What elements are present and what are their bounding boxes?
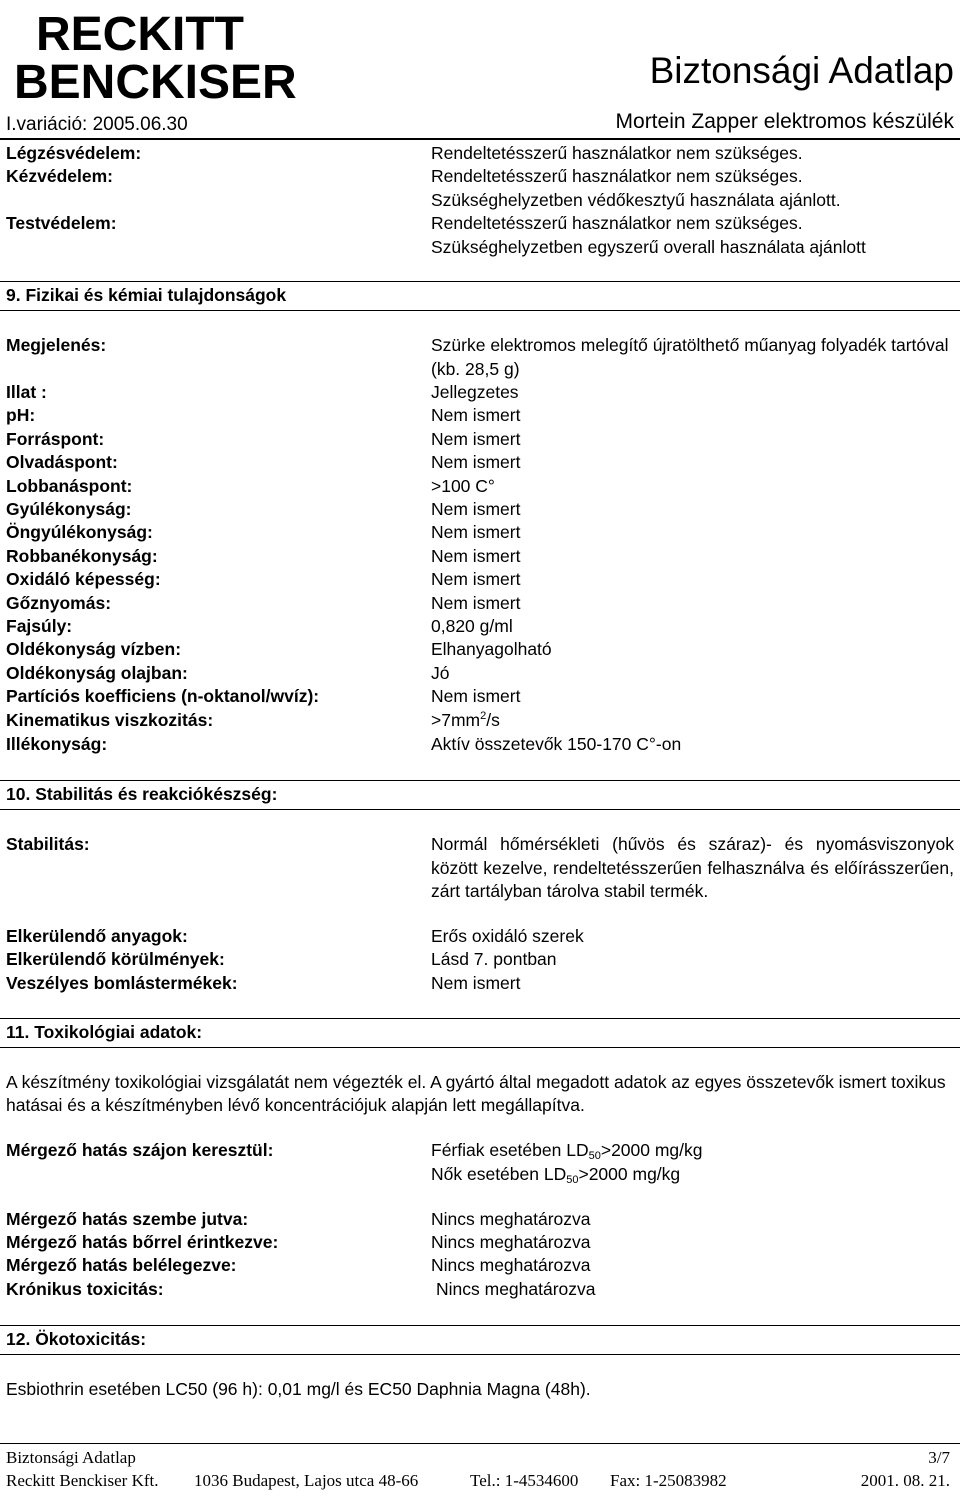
ecotoxicity-text: Esbiothrin esetében LC50 (96 h): 0,01 mg/l és EC50 Daphnia Magna (48h). — [6, 1379, 591, 1399]
svg-text:BENCKISER: BENCKISER — [14, 56, 297, 104]
property-value: Nem ismert — [431, 686, 521, 707]
footer-divider — [0, 1443, 960, 1444]
property-value: >100 C° — [431, 475, 495, 496]
property-label: Öngyúlékonyság: — [6, 522, 153, 543]
property-value: Nem ismert — [431, 499, 521, 519]
version-label: I.variáció: 2005.06.30 — [6, 114, 188, 135]
property-value: Nem ismert — [431, 428, 521, 449]
property-value: Nem ismert — [431, 452, 521, 473]
property-label: Lobbanáspont: — [6, 475, 133, 496]
property-label: Illat : — [6, 382, 47, 402]
property-value: Elhanyagolható — [431, 639, 552, 660]
footer-doc-title: Biztonsági Adatlap — [6, 1448, 136, 1467]
property-value: 0,820 g/ml — [431, 616, 513, 636]
property-label: Oldékonyság olajban: — [6, 662, 188, 683]
property-label: pH: — [6, 405, 36, 426]
product-name: Mortein Zapper elektromos készülék — [615, 110, 954, 133]
property-label: Oxidáló képesség: — [6, 569, 161, 590]
footer-address: 1036 Budapest, Lajos utca 48-66 — [194, 1471, 419, 1490]
property-value: Nem ismert — [431, 405, 521, 426]
property-label: Robbanékonyság: — [6, 545, 158, 566]
footer-company: Reckitt Benckiser Kft. — [6, 1471, 159, 1490]
property-label: Forráspont: — [6, 428, 105, 449]
property-label: Fajsúly: — [6, 616, 73, 636]
section-heading: 9. Fizikai és kémiai tulajdonságok — [0, 281, 960, 311]
property-label: Oldékonyság vízben: — [6, 639, 182, 660]
footer-phone: Tel.: 1-4534600 — [470, 1471, 579, 1490]
section-heading: 10. Stabilitás és reakciókészség: — [0, 780, 960, 810]
property-label: Olvadáspont: — [6, 452, 118, 473]
document-title: Biztonsági Adatlap — [649, 50, 954, 91]
property-value: Jó — [431, 662, 450, 683]
svg-text:RECKITT: RECKITT — [36, 8, 244, 61]
reckitt-benckiser-logo — [10, 4, 310, 104]
property-value: Nem ismert — [431, 592, 521, 613]
property-label: Gőznyomás: — [6, 592, 112, 613]
footer-fax: Fax: 1-25083982 — [610, 1471, 727, 1490]
toxicology-intro: A készítmény toxikológiai vizsgálatát nem végezték el. A gyártó által megadott adatok az egyes összetevők ismert toxikus hatásai és a készítményben lévő koncentrációjuk alapján lett megállapítva. — [6, 1072, 946, 1115]
property-value: Nem ismert — [431, 545, 521, 566]
header-divider — [0, 138, 960, 140]
section-heading: 11. Toxikológiai adatok: — [0, 1018, 960, 1048]
property-value: Nem ismert — [431, 522, 521, 543]
footer-page-number: 3/7 — [928, 1448, 950, 1467]
footer-date: 2001. 08. 21. — [860, 1471, 950, 1490]
property-value: Jellegzetes — [431, 382, 519, 402]
property-label: Partíciós koefficiens (n-oktanol/wvíz): — [6, 686, 320, 707]
property-value: Nem ismert — [431, 569, 521, 590]
property-label: Gyúlékonyság: — [6, 499, 132, 519]
section-heading: 12. Ökotoxicitás: — [0, 1325, 960, 1355]
